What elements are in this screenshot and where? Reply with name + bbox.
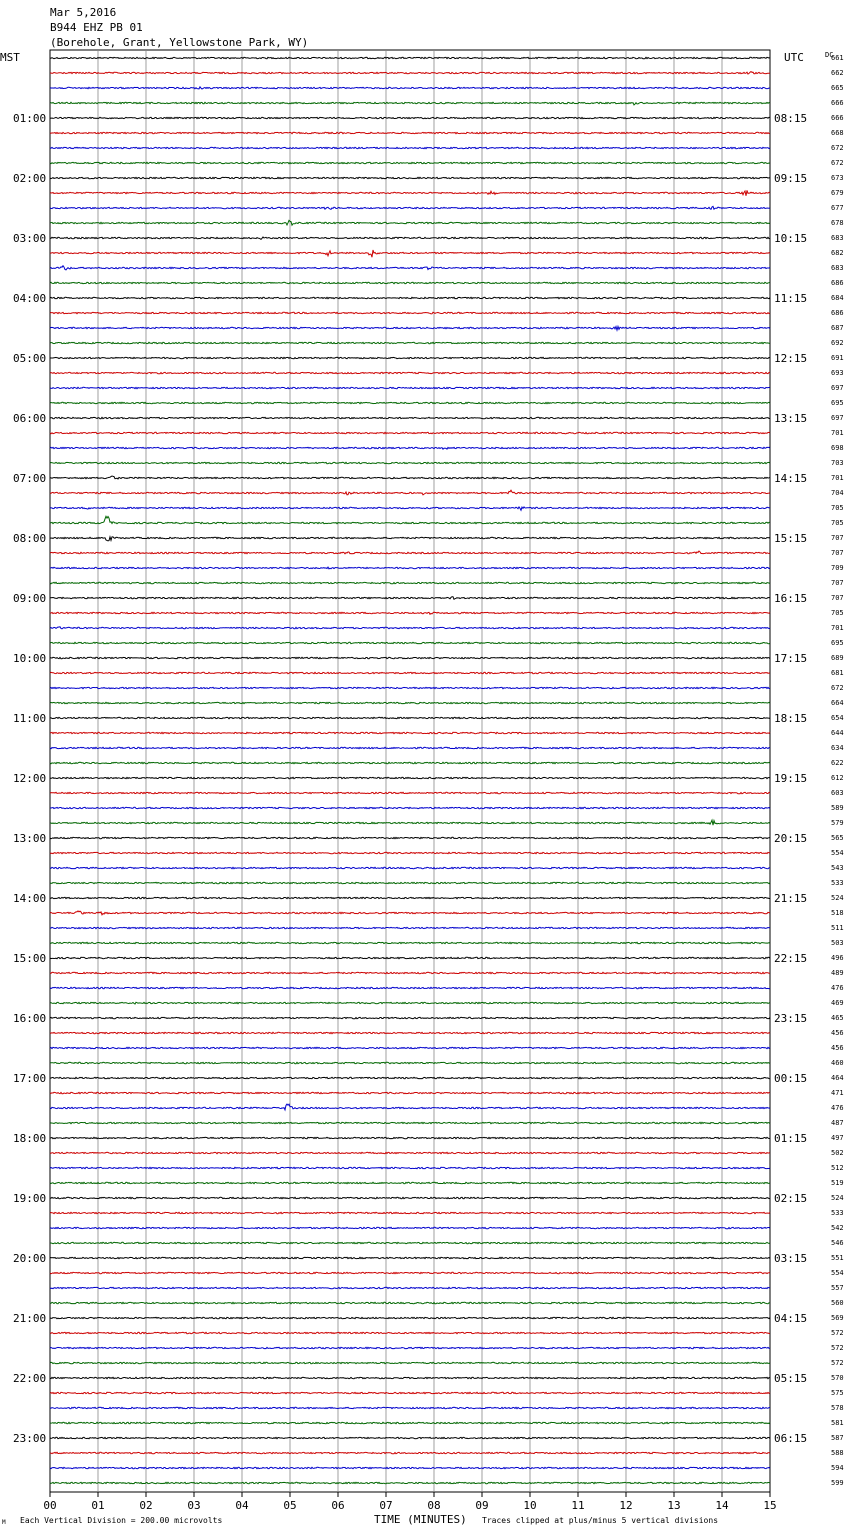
dc-offset-label: 572 bbox=[831, 1329, 844, 1337]
x-tick-label: 01 bbox=[91, 1499, 105, 1512]
x-tick-label: 03 bbox=[187, 1499, 201, 1512]
seismic-trace bbox=[50, 882, 770, 883]
plot-frame bbox=[50, 50, 770, 1492]
dc-offset-label: 686 bbox=[831, 279, 844, 287]
seismic-trace bbox=[50, 1062, 770, 1063]
seismic-trace bbox=[50, 837, 770, 838]
seismic-trace bbox=[50, 1422, 770, 1423]
dc-offset-label: 551 bbox=[831, 1254, 844, 1262]
trace-group bbox=[50, 57, 770, 1483]
axis-labels bbox=[13, 54, 844, 1512]
dc-offset-label: 503 bbox=[831, 939, 844, 947]
left-hour-label: 16:00 bbox=[13, 1012, 47, 1025]
x-tick-label: 14 bbox=[715, 1499, 729, 1512]
left-hour-label: 22:00 bbox=[13, 1372, 47, 1385]
dc-offset-label: 705 bbox=[831, 504, 844, 512]
seismic-trace bbox=[50, 282, 770, 283]
right-hour-label: 02:15 bbox=[774, 1192, 808, 1205]
seismic-trace bbox=[50, 402, 770, 403]
dc-offset-label: 678 bbox=[831, 219, 844, 227]
x-tick-label: 02 bbox=[139, 1499, 153, 1512]
seismic-trace bbox=[50, 417, 770, 418]
dc-offset-label: 476 bbox=[831, 984, 844, 992]
x-tick-label: 00 bbox=[43, 1499, 57, 1512]
seismic-trace bbox=[50, 72, 770, 74]
seismic-trace bbox=[50, 57, 770, 58]
right-hour-label: 16:15 bbox=[774, 592, 808, 605]
seismic-trace bbox=[50, 1047, 770, 1048]
seismic-trace bbox=[50, 747, 770, 748]
seismic-trace bbox=[50, 102, 770, 105]
seismic-trace bbox=[50, 672, 770, 673]
dc-offset-label: 687 bbox=[831, 324, 844, 332]
right-hour-label: 18:15 bbox=[774, 712, 808, 725]
dc-offset-label: 569 bbox=[831, 1314, 844, 1322]
seismic-trace bbox=[50, 462, 770, 463]
seismic-trace bbox=[50, 911, 770, 915]
seismic-trace bbox=[50, 1104, 770, 1110]
seismic-trace bbox=[50, 717, 770, 718]
dc-offset-label: 634 bbox=[831, 744, 844, 752]
dc-offset-label: 668 bbox=[831, 129, 844, 137]
dc-offset-label: 511 bbox=[831, 924, 844, 932]
station-label: B944 EHZ PB 01 bbox=[50, 21, 143, 34]
right-hour-label: 13:15 bbox=[774, 412, 808, 425]
seismic-trace bbox=[50, 372, 770, 373]
seismic-trace bbox=[50, 867, 770, 868]
dc-offset-label: 489 bbox=[831, 969, 844, 977]
left-hour-label: 08:00 bbox=[13, 532, 47, 545]
seismic-trace bbox=[50, 312, 770, 314]
dc-offset-label: 701 bbox=[831, 429, 844, 437]
seismic-trace bbox=[50, 1182, 770, 1183]
dc-offset-label: 554 bbox=[831, 1269, 844, 1277]
seismic-trace bbox=[50, 447, 770, 449]
seismic-trace bbox=[50, 657, 770, 658]
dc-offset-label: 546 bbox=[831, 1239, 844, 1247]
seismic-trace bbox=[50, 820, 770, 825]
seismic-trace bbox=[50, 972, 770, 973]
dc-offset-label: 686 bbox=[831, 309, 844, 317]
dc-offset-label: 662 bbox=[831, 69, 844, 77]
x-tick-label: 05 bbox=[283, 1499, 297, 1512]
dc-offset-label: 456 bbox=[831, 1029, 844, 1037]
seismic-trace bbox=[50, 762, 770, 763]
left-hour-label: 02:00 bbox=[13, 172, 47, 185]
seismic-trace bbox=[50, 1197, 770, 1198]
dc-offset-label: 572 bbox=[831, 1344, 844, 1352]
seismic-trace bbox=[50, 567, 770, 569]
dc-offset-label: 707 bbox=[831, 549, 844, 557]
seismic-trace bbox=[50, 342, 770, 343]
seismic-trace bbox=[50, 687, 770, 688]
dc-offset-label: 599 bbox=[831, 1479, 844, 1487]
seismic-trace bbox=[50, 1482, 770, 1483]
seismic-trace bbox=[50, 357, 770, 358]
seismic-trace bbox=[50, 147, 770, 148]
dc-offset-label: 666 bbox=[831, 99, 844, 107]
dc-offset-label: 502 bbox=[831, 1149, 844, 1157]
seismic-trace bbox=[50, 1122, 770, 1123]
dc-offset-label: 672 bbox=[831, 159, 844, 167]
dc-offset-label: 476 bbox=[831, 1104, 844, 1112]
seismic-trace bbox=[50, 297, 770, 298]
seismic-trace bbox=[50, 1152, 770, 1153]
dc-offset-label: 681 bbox=[831, 669, 844, 677]
right-hour-label: 15:15 bbox=[774, 532, 808, 545]
dc-offset-label: 542 bbox=[831, 1224, 844, 1232]
seismic-trace bbox=[50, 507, 770, 510]
dc-offset-label: 709 bbox=[831, 564, 844, 572]
seismic-trace bbox=[50, 852, 770, 853]
seismic-trace bbox=[50, 1092, 770, 1093]
seismic-trace bbox=[50, 87, 770, 89]
dc-offset-label: 519 bbox=[831, 1179, 844, 1187]
left-hour-label: 09:00 bbox=[13, 592, 47, 605]
x-tick-label: 13 bbox=[667, 1499, 681, 1512]
dc-offset-label: 677 bbox=[831, 204, 844, 212]
seismic-trace bbox=[50, 1287, 770, 1288]
left-hour-label: 17:00 bbox=[13, 1072, 47, 1085]
x-tick-label: 11 bbox=[571, 1499, 585, 1512]
dc-offset-label: 661 bbox=[831, 54, 844, 62]
seismic-trace bbox=[50, 582, 770, 583]
left-hour-label: 13:00 bbox=[13, 832, 47, 845]
x-tick-label: 12 bbox=[619, 1499, 633, 1512]
left-hour-label: 07:00 bbox=[13, 472, 47, 485]
left-hour-label: 05:00 bbox=[13, 352, 47, 365]
left-hour-label: 23:00 bbox=[13, 1432, 47, 1445]
dc-offset-label: 683 bbox=[831, 264, 844, 272]
right-hour-label: 05:15 bbox=[774, 1372, 808, 1385]
seismic-trace bbox=[50, 177, 770, 178]
left-hour-label: 19:00 bbox=[13, 1192, 47, 1205]
dc-offset-label: 578 bbox=[831, 1404, 844, 1412]
right-timezone-label: UTC bbox=[784, 51, 804, 64]
dc-offset-label: 705 bbox=[831, 609, 844, 617]
seismic-trace bbox=[50, 942, 770, 943]
dc-offset-label: 575 bbox=[831, 1389, 844, 1397]
right-hour-label: 12:15 bbox=[774, 352, 808, 365]
seismic-trace bbox=[50, 777, 770, 778]
dc-offset-label: 707 bbox=[831, 594, 844, 602]
dc-offset-label: 695 bbox=[831, 399, 844, 407]
seismic-trace bbox=[50, 326, 770, 330]
seismic-trace bbox=[50, 190, 770, 195]
right-hour-label: 11:15 bbox=[774, 292, 808, 305]
dc-offset-label: 692 bbox=[831, 339, 844, 347]
dc-offset-label: 570 bbox=[831, 1374, 844, 1382]
dc-offset-label: 622 bbox=[831, 759, 844, 767]
dc-offset-label: 703 bbox=[831, 459, 844, 467]
dc-offset-label: 673 bbox=[831, 174, 844, 182]
dc-offset-label: 587 bbox=[831, 1434, 844, 1442]
right-hour-label: 00:15 bbox=[774, 1072, 808, 1085]
right-hour-label: 06:15 bbox=[774, 1432, 808, 1445]
dc-offset-label: 572 bbox=[831, 1359, 844, 1367]
x-tick-label: 10 bbox=[523, 1499, 537, 1512]
seismic-trace bbox=[50, 1452, 770, 1453]
left-hour-label: 06:00 bbox=[13, 412, 47, 425]
seismic-trace bbox=[50, 1347, 770, 1348]
dc-label: DC bbox=[825, 51, 834, 59]
dc-offset-label: 666 bbox=[831, 114, 844, 122]
x-tick-label: 06 bbox=[331, 1499, 345, 1512]
dc-offset-label: 497 bbox=[831, 1134, 844, 1142]
x-tick-label: 15 bbox=[763, 1499, 777, 1512]
dc-offset-label: 693 bbox=[831, 369, 844, 377]
seismic-trace bbox=[50, 807, 770, 808]
seismic-trace bbox=[50, 1362, 770, 1363]
dc-offset-label: 594 bbox=[831, 1464, 844, 1472]
seismic-trace bbox=[50, 642, 770, 643]
dc-offset-label: 683 bbox=[831, 234, 844, 242]
left-hour-label: 12:00 bbox=[13, 772, 47, 785]
dc-offset-label: 469 bbox=[831, 999, 844, 1007]
left-hour-label: 18:00 bbox=[13, 1132, 47, 1145]
dc-offset-label: 581 bbox=[831, 1419, 844, 1427]
dc-offset-label: 697 bbox=[831, 384, 844, 392]
seismic-trace bbox=[50, 987, 770, 988]
seismic-trace bbox=[50, 732, 770, 733]
seismic-trace bbox=[50, 1242, 770, 1243]
left-hour-label: 20:00 bbox=[13, 1252, 47, 1265]
dc-offset-label: 487 bbox=[831, 1119, 844, 1127]
seismic-trace bbox=[50, 250, 770, 257]
right-hour-label: 20:15 bbox=[774, 832, 808, 845]
right-hour-label: 22:15 bbox=[774, 952, 808, 965]
seismic-trace bbox=[50, 1167, 770, 1168]
dc-offset-label: 664 bbox=[831, 699, 844, 707]
dc-offset-label: 684 bbox=[831, 294, 844, 302]
seismic-trace bbox=[50, 1137, 770, 1138]
seismic-trace bbox=[50, 1302, 770, 1303]
seismic-trace bbox=[50, 490, 770, 495]
clip-note: Traces clipped at plus/minus 5 vertical divisions bbox=[482, 1516, 719, 1525]
dc-offset-label: 554 bbox=[831, 849, 844, 857]
left-timezone-label: MST bbox=[0, 51, 20, 64]
dc-offset-label: 701 bbox=[831, 624, 844, 632]
seismic-trace bbox=[50, 1212, 770, 1213]
dc-offset-label: 557 bbox=[831, 1284, 844, 1292]
x-tick-label: 09 bbox=[475, 1499, 489, 1512]
dc-offset-label: 701 bbox=[831, 474, 844, 482]
dc-offset-label: 565 bbox=[831, 834, 844, 842]
dc-offset-label: 698 bbox=[831, 444, 844, 452]
left-hour-label: 11:00 bbox=[13, 712, 47, 725]
seismic-trace bbox=[50, 476, 770, 479]
dc-offset-label: 654 bbox=[831, 714, 844, 722]
left-hour-label: 03:00 bbox=[13, 232, 47, 245]
right-hour-label: 17:15 bbox=[774, 652, 808, 665]
seismic-trace bbox=[50, 551, 770, 554]
dc-offset-label: 672 bbox=[831, 684, 844, 692]
dc-offset-label: 512 bbox=[831, 1164, 844, 1172]
seismic-trace bbox=[50, 1002, 770, 1004]
seismic-trace bbox=[50, 432, 770, 433]
seismic-trace bbox=[50, 1332, 770, 1333]
right-hour-label: 01:15 bbox=[774, 1132, 808, 1145]
dc-offset-label: 533 bbox=[831, 879, 844, 887]
x-tick-label: 07 bbox=[379, 1499, 393, 1512]
seismic-trace bbox=[50, 1017, 770, 1018]
seismic-trace bbox=[50, 1032, 770, 1033]
seismic-trace bbox=[50, 516, 770, 523]
dc-offset-label: 665 bbox=[831, 84, 844, 92]
scale-note: Each Vertical Division = 200.00 microvolts bbox=[20, 1516, 223, 1525]
dc-offset-label: 579 bbox=[831, 819, 844, 827]
seismic-trace bbox=[50, 1392, 770, 1393]
seismic-trace bbox=[50, 132, 770, 133]
dc-offset-label: 533 bbox=[831, 1209, 844, 1217]
seismic-trace bbox=[50, 1077, 770, 1078]
seismic-trace bbox=[50, 612, 770, 614]
dc-offset-label: 704 bbox=[831, 489, 844, 497]
left-hour-label: 10:00 bbox=[13, 652, 47, 665]
seismic-trace bbox=[50, 702, 770, 703]
right-hour-label: 08:15 bbox=[774, 112, 808, 125]
dc-offset-label: 679 bbox=[831, 189, 844, 197]
seismic-trace bbox=[50, 897, 770, 898]
dc-offset-label: 697 bbox=[831, 414, 844, 422]
right-hour-label: 10:15 bbox=[774, 232, 808, 245]
seismic-trace bbox=[50, 1437, 770, 1438]
date-label: Mar 5,2016 bbox=[50, 6, 117, 19]
seismic-trace bbox=[50, 1227, 770, 1228]
seismic-trace bbox=[50, 387, 770, 388]
dc-offset-label: 560 bbox=[831, 1299, 844, 1307]
dc-offset-label: 705 bbox=[831, 519, 844, 527]
dc-offset-label: 672 bbox=[831, 144, 844, 152]
dc-offset-label: 524 bbox=[831, 1194, 844, 1202]
left-hour-label: 21:00 bbox=[13, 1312, 47, 1325]
seismic-trace bbox=[50, 237, 770, 239]
left-hour-label: 14:00 bbox=[13, 892, 47, 905]
seismic-trace bbox=[50, 1467, 770, 1468]
seismic-trace bbox=[50, 117, 770, 118]
seismic-trace bbox=[50, 537, 770, 541]
dc-offset-label: 682 bbox=[831, 249, 844, 257]
dc-offset-label: 464 bbox=[831, 1074, 844, 1082]
location-label: (Borehole, Grant, Yellowstone Park, WY) bbox=[50, 36, 309, 49]
right-hour-label: 21:15 bbox=[774, 892, 808, 905]
left-hour-label: 01:00 bbox=[13, 112, 47, 125]
seismic-trace bbox=[50, 220, 770, 225]
dc-offset-label: 644 bbox=[831, 729, 844, 737]
dc-offset-label: 456 bbox=[831, 1044, 844, 1052]
seismic-trace bbox=[50, 162, 770, 163]
dc-offset-label: 689 bbox=[831, 654, 844, 662]
seismic-trace bbox=[50, 1407, 770, 1408]
dc-offset-label: 589 bbox=[831, 804, 844, 812]
dc-offset-label: 543 bbox=[831, 864, 844, 872]
left-hour-label: 04:00 bbox=[13, 292, 47, 305]
dc-offset-label: 707 bbox=[831, 579, 844, 587]
dc-offset-label: 603 bbox=[831, 789, 844, 797]
seismic-trace bbox=[50, 266, 770, 270]
right-hour-label: 04:15 bbox=[774, 1312, 808, 1325]
seismic-trace bbox=[50, 1377, 770, 1378]
dc-offset-label: 518 bbox=[831, 909, 844, 917]
right-hour-label: 03:15 bbox=[774, 1252, 808, 1265]
right-hour-label: 23:15 bbox=[774, 1012, 808, 1025]
dc-offset-label: 524 bbox=[831, 894, 844, 902]
x-tick-label: 08 bbox=[427, 1499, 441, 1512]
dc-offset-label: 707 bbox=[831, 534, 844, 542]
x-axis-title: TIME (MINUTES) bbox=[374, 1513, 467, 1526]
seismic-trace bbox=[50, 1272, 770, 1273]
left-hour-label: 15:00 bbox=[13, 952, 47, 965]
dc-offset-label: 691 bbox=[831, 354, 844, 362]
right-hour-label: 19:15 bbox=[774, 772, 808, 785]
seismic-trace bbox=[50, 792, 770, 793]
seismic-trace bbox=[50, 1257, 770, 1258]
seismic-trace bbox=[50, 957, 770, 958]
seismic-trace bbox=[50, 627, 770, 629]
dc-offset-label: 496 bbox=[831, 954, 844, 962]
dc-offset-label: 695 bbox=[831, 639, 844, 647]
dc-offset-label: 460 bbox=[831, 1059, 844, 1067]
dc-offset-label: 588 bbox=[831, 1449, 844, 1457]
right-hour-label: 14:15 bbox=[774, 472, 808, 485]
seismic-trace bbox=[50, 1317, 770, 1318]
dc-offset-label: 471 bbox=[831, 1089, 844, 1097]
right-hour-label: 09:15 bbox=[774, 172, 808, 185]
dc-offset-label: 612 bbox=[831, 774, 844, 782]
corner-mark: M bbox=[2, 1519, 6, 1526]
x-tick-label: 04 bbox=[235, 1499, 249, 1512]
plot-grid bbox=[50, 50, 770, 1497]
dc-offset-label: 465 bbox=[831, 1014, 844, 1022]
seismic-trace bbox=[50, 597, 770, 600]
seismic-trace bbox=[50, 927, 770, 928]
seismic-trace bbox=[50, 206, 770, 209]
